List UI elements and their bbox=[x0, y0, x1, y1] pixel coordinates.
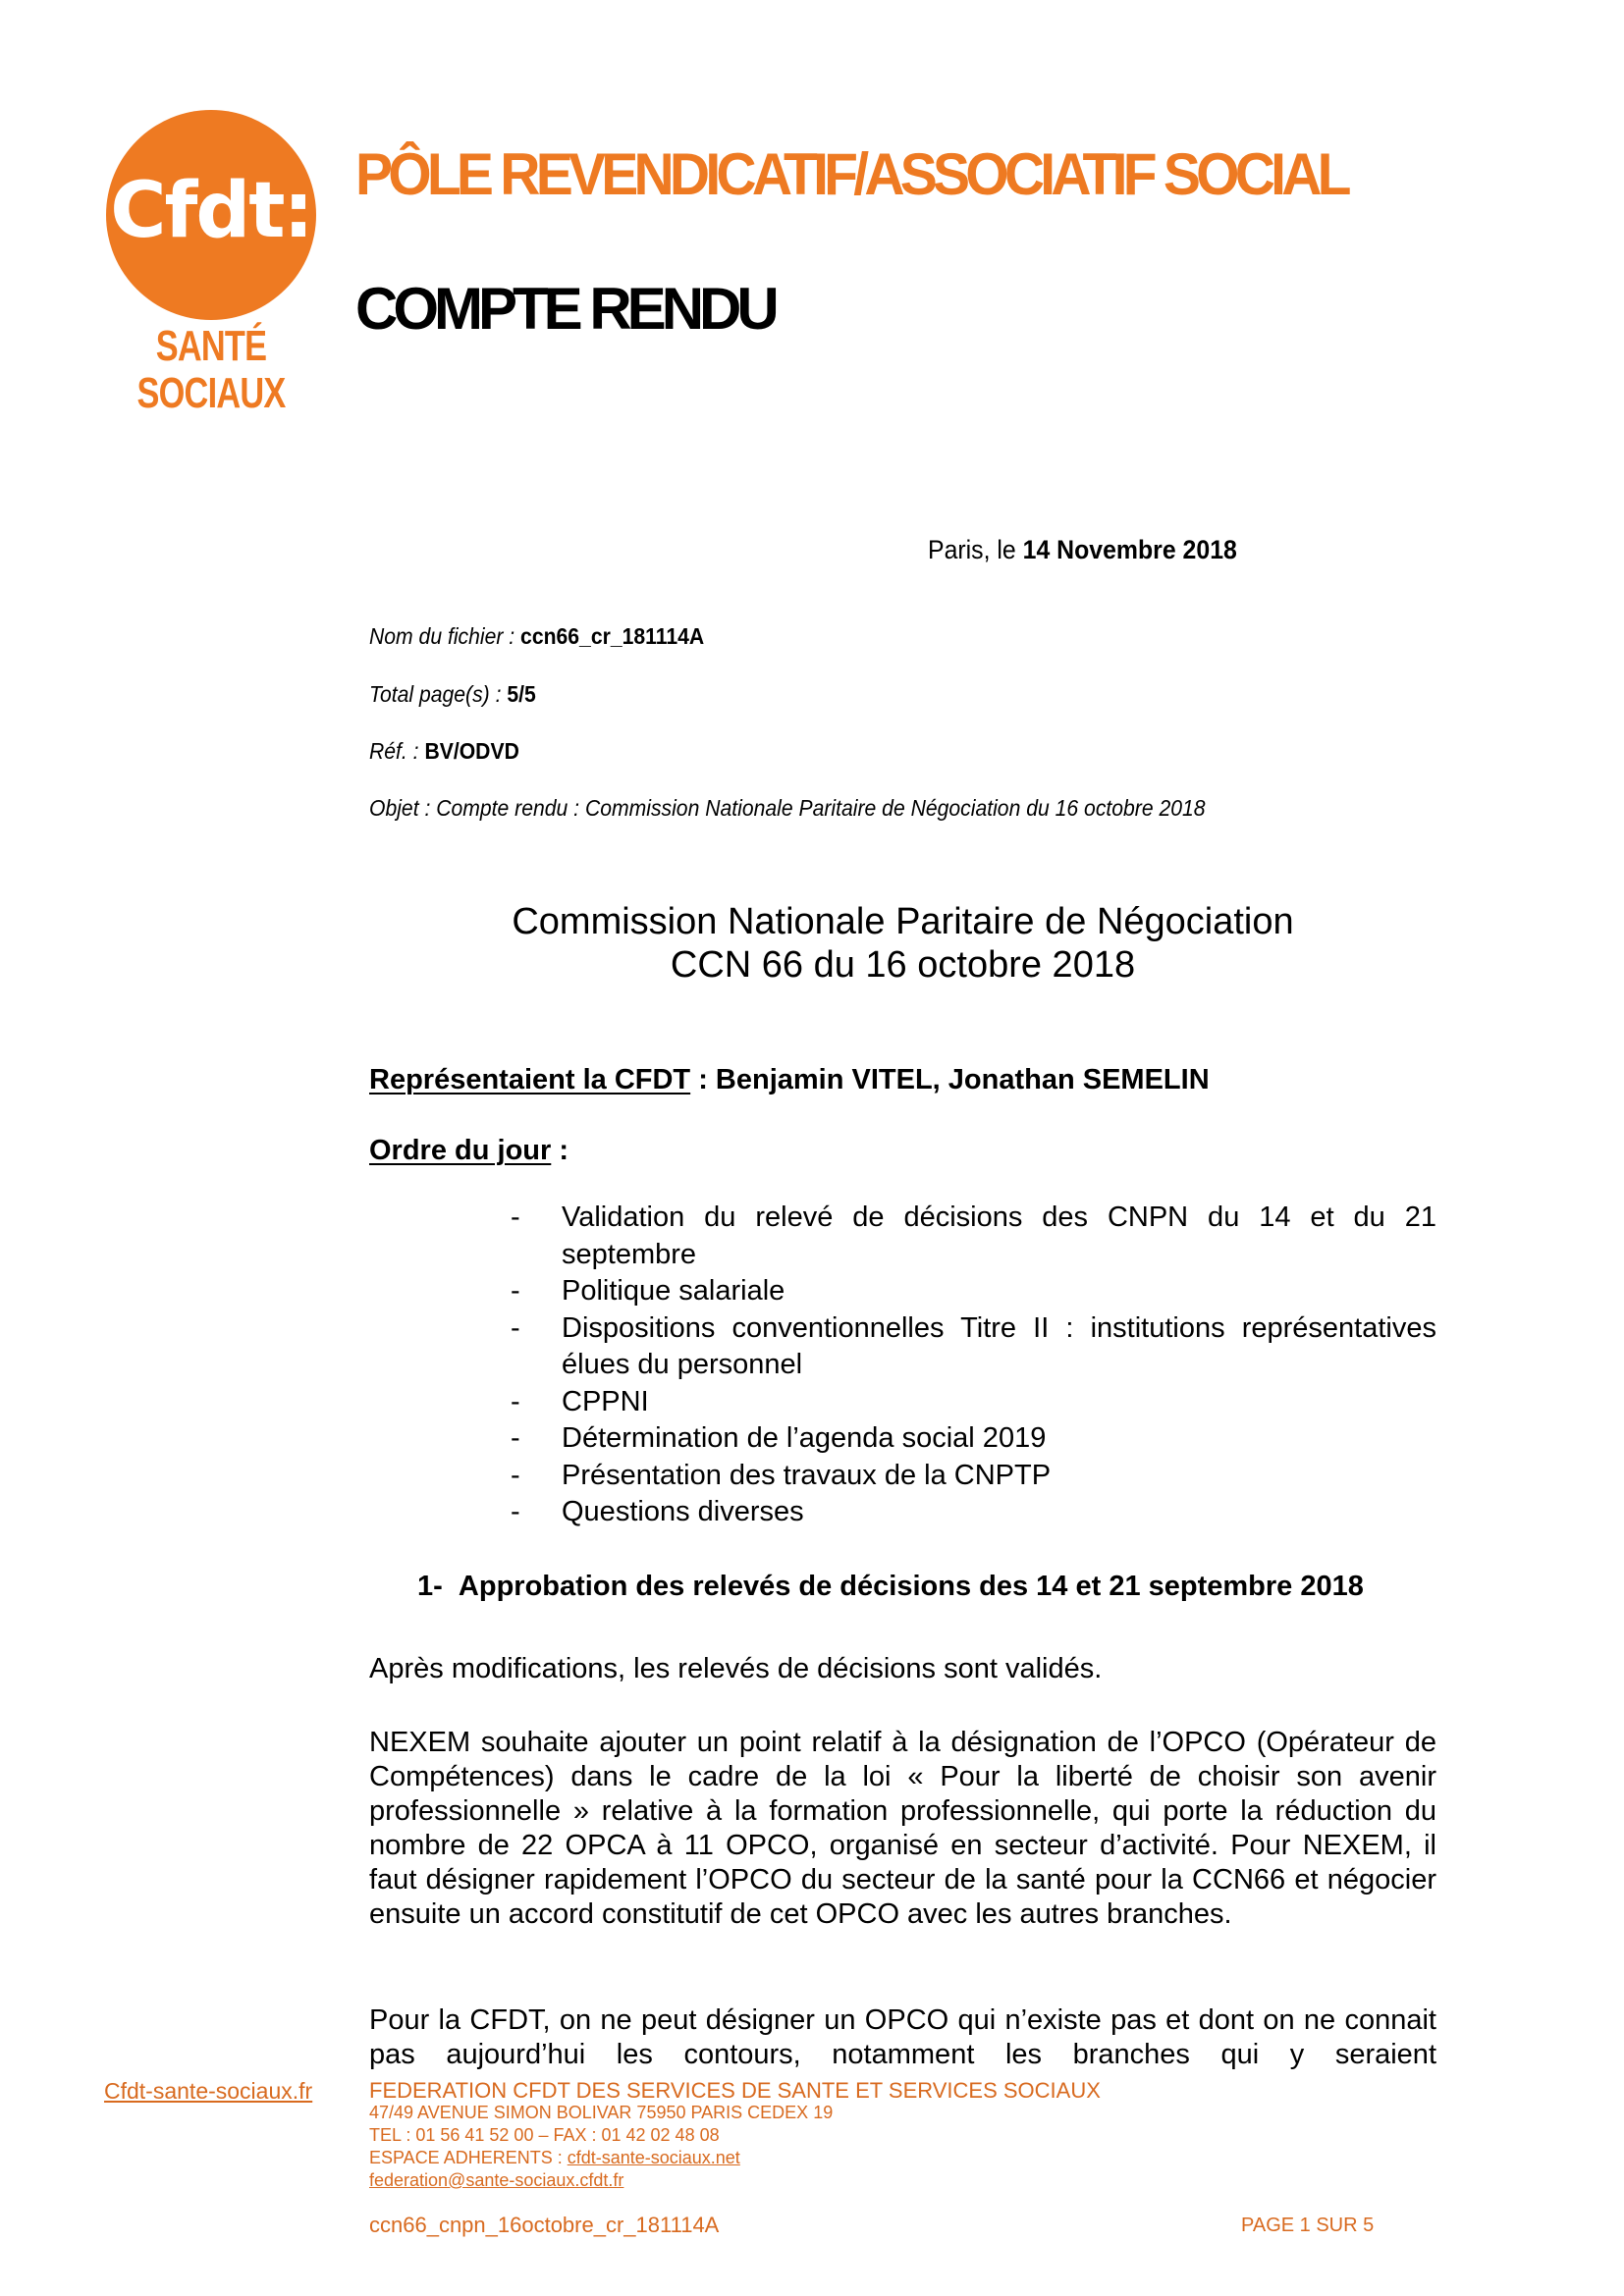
footer-file-reference: ccn66_cnpn_16octobre_cr_181114A bbox=[369, 2213, 720, 2237]
paragraph: Après modifications, les relevés de décisions sont validés. bbox=[369, 1653, 1103, 1684]
representatives-line bbox=[369, 1063, 1436, 1097]
representatives-names: Benjamin VITEL, Jonathan SEMELIN bbox=[715, 1064, 1210, 1095]
dash-bullet-icon: - bbox=[511, 1422, 520, 1454]
dash-bullet-icon: - bbox=[511, 1311, 520, 1344]
document-title bbox=[369, 900, 1436, 987]
ref-value: BV/ODVD bbox=[424, 738, 519, 764]
agenda-item: - Dispositions conventionnelles Titre II : institutions représentatives élues du personnel bbox=[511, 1311, 1436, 1380]
pages-value: 5/5 bbox=[507, 681, 536, 707]
dash-bullet-icon: - bbox=[511, 1459, 520, 1491]
members-space: ESPACE ADHERENTS : cfdt-sante-sociaux.net bbox=[369, 2148, 740, 2167]
meta-object bbox=[369, 795, 1206, 822]
filename-label: Nom du fichier : bbox=[369, 623, 521, 649]
federation-address: 47/49 AVENUE SIMON BOLIVAR 75950 PARIS CEDEX 19 bbox=[369, 2103, 834, 2122]
paragraph: NEXEM souhaite ajouter un point relatif à la désignation de l’OPCO (Opérateur de Compétences) dans le cadre de la loi « Pour la liberté de choisir son avenir professionnelle » relative à la formation professionnelle, qui porte la réduction du nombre de 22 OPCA à 11 OPCO, organisé en secteur d’activité. Pour NEXEM, il faut désigner rapidement l’OPCO du secteur de la santé pour la CCN66 et négocier ensuite un accord constitutif de cet OPCO avec les autres branches. bbox=[369, 1727, 1436, 1930]
pages-label: Total page(s) : bbox=[369, 681, 508, 707]
email-link[interactable]: federation@sante-sociaux.cfdt.fr bbox=[369, 2170, 624, 2190]
dash-bullet-icon: - bbox=[511, 1201, 520, 1233]
date-value: 14 Novembre 2018 bbox=[1022, 535, 1237, 564]
agenda-sep: : bbox=[551, 1135, 569, 1166]
logo-subtitle-sociaux: SOCIAUX bbox=[136, 369, 286, 417]
title-line-2: CCN 66 du 16 octobre 2018 bbox=[670, 944, 1136, 986]
date-line bbox=[928, 535, 1237, 565]
section-1-heading bbox=[417, 1571, 1364, 1603]
agenda-item: - Détermination de l’agenda social 2019 bbox=[511, 1420, 1436, 1458]
website-link[interactable]: Cfdt-sante-sociaux.fr bbox=[104, 2078, 313, 2104]
agenda-item: - Validation du relevé de décisions des CNPN du 14 et du 21 septembre bbox=[511, 1201, 1436, 1270]
federation-address-block bbox=[369, 2079, 1101, 2192]
title-line-1: Commission Nationale Paritaire de Négociation bbox=[512, 901, 1294, 942]
agenda-label: Ordre du jour bbox=[369, 1135, 552, 1166]
page-number: PAGE 1 SUR 5 bbox=[1241, 2215, 1375, 2236]
object-label: Objet : Compte rendu : Commission Nationale Paritaire de Négociation du 16 octobre 2018 bbox=[369, 795, 1206, 821]
document-type-title: COMPTE RENDU bbox=[355, 276, 775, 342]
dash-bullet-icon: - bbox=[511, 1496, 520, 1527]
cfdt-logo bbox=[106, 110, 316, 320]
dash-bullet-icon: - bbox=[511, 1385, 520, 1417]
agenda-item: - Questions diverses bbox=[511, 1494, 1436, 1531]
date-prefix: Paris, le bbox=[928, 535, 1023, 564]
federation-name: FEDERATION CFDT DES SERVICES DE SANTE ET SERVICES SOCIAUX bbox=[369, 2078, 1101, 2103]
logo-mark: Cfdt: bbox=[110, 167, 312, 255]
pole-title: PÔLE REVENDICATIF/ASSOCIATIF SOCIAL bbox=[355, 141, 1347, 207]
meta-filename bbox=[369, 623, 704, 650]
dash-bullet-icon: - bbox=[511, 1275, 520, 1307]
representatives-sep: : bbox=[690, 1064, 716, 1095]
agenda-item: - Politique salariale bbox=[511, 1273, 1436, 1310]
logo-subtitle-sante: SANTÉ bbox=[155, 322, 267, 370]
members-link[interactable]: cfdt-sante-sociaux.net bbox=[567, 2148, 740, 2167]
section-title: Approbation des relevés de décisions des 14 et 21 septembre 2018 bbox=[458, 1571, 1364, 1602]
agenda-item: - CPPNI bbox=[511, 1384, 1436, 1421]
paragraph: Pour la CFDT, on ne peut désigner un OPCO qui n’existe pas et dont on ne connait pas aujourd’hui les contours, notamment les branches qui y seraient bbox=[369, 2004, 1436, 2070]
agenda-heading bbox=[369, 1134, 1436, 1168]
agenda-item: - Présentation des travaux de la CNPTP bbox=[511, 1458, 1436, 1495]
agenda-list bbox=[511, 1200, 1436, 1531]
meta-reference bbox=[369, 738, 519, 765]
section-number: 1- bbox=[417, 1571, 443, 1602]
federation-phone: TEL : 01 56 41 52 00 – FAX : 01 42 02 48 08 bbox=[369, 2125, 720, 2145]
filename-value: ccn66_cr_181114A bbox=[520, 623, 705, 649]
meta-pages bbox=[369, 681, 536, 708]
representatives-label: Représentaient la CFDT bbox=[369, 1064, 691, 1095]
ref-label: Réf. : bbox=[369, 738, 425, 764]
email-line bbox=[369, 2169, 1101, 2192]
